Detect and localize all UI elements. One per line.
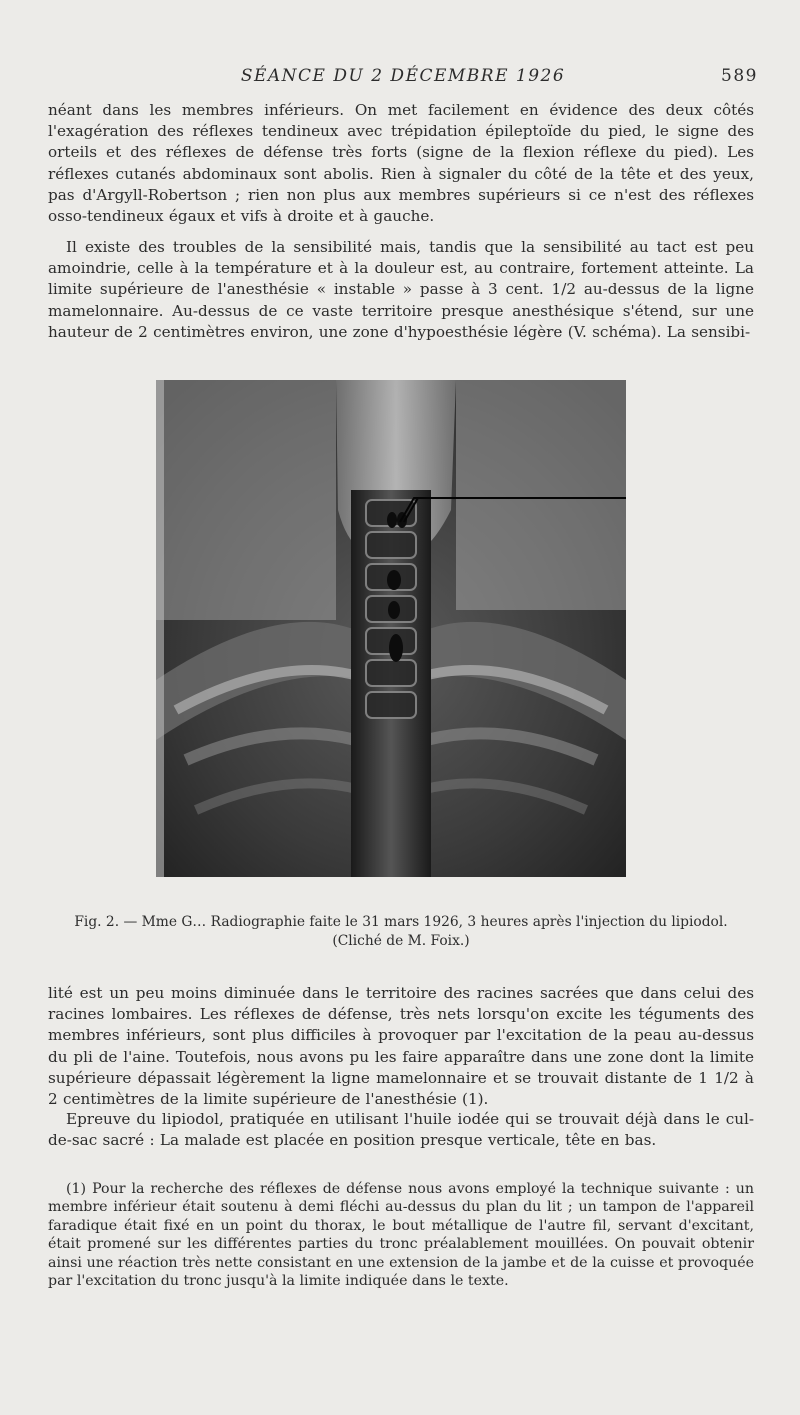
page-number: 589 [721,66,758,86]
header-title: SÉANCE DU 2 DÉCEMBRE 1926 [240,66,566,86]
paragraph-1: néant dans les membres inférieurs. On met facilement en évidence des deux côtés l'exagération des réflexes tendineux avec trépidation épileptoïde du pied, le signe des orteils et des réflexes de défense très forts (signe de la flexion réflexe du pied). Les réflexes cutanés abdominaux sont abolis. Rien à signaler du côté de la tête et des yeux, pas d'Argyll-Robertson ; rien non plus aux membres supérieurs si ce n'est des réflexes osso-tendineux égaux et vifs à droite et à gauche. [48,101,754,226]
radiograph-figure [156,380,626,877]
caption-line-1: Fig. 2. — Mme G… Radiographie faite le 31 mars 1926, 3 heures après l'injection du lipiodol. [74,914,728,930]
caption-line-2: (Cliché de M. Foix.) [332,933,470,949]
running-header [48,66,758,88]
radiograph-image [156,380,626,877]
paragraph-3: lité est un peu moins diminuée dans le territoire des racines sacrées que dans celui des racines lombaires. Les réflexes de défense, très nets lorsqu'on excite les téguments des membres inférieurs, sont plus difficiles à provoquer par l'excitation de la peau au-dessus du pli de l'aine. Toutefois, nous avons pu les faire apparaître dans une zone dont la limite supérieure dépassait légèrement la ligne mamelonnaire et se trouvait distante de 1 1/2 à 2 centimètres de la limite supérieure de l'anesthésie (1). [48,984,754,1109]
paragraph-2: Il existe des troubles de la sensibilité mais, tandis que la sensibilité au tact est peu amoindrie, celle à la température et à la douleur est, au contraire, fortement atteinte. La limite supérieure de l'anesthésie « instable » passe à 3 cent. 1/2 au-dessus de la ligne mamelonnaire. Au-dessus de ce vaste territoire presque anesthésique s'étend, sur une hauteur de 2 centimètres environ, une zone d'hypoesthésie légère (V. schéma). La sensibi- [48,238,754,341]
paragraph-4: Epreuve du lipiodol, pratiquée en utilisant l'huile iodée qui se trouvait déjà dans le cul-de-sac sacré : La malade est placée en position presque verticale, tête en bas. [48,1110,754,1150]
footnote: (1) Pour la recherche des réflexes de défense nous avons employé la technique suivante : un membre inférieur était soutenu à demi fléchi au-dessus du plan du lit ; un tampon de l'appareil faradique était fixé en un point du thorax, le bout métallique de l'autre fil, servant d'excitant, était promené sur les différentes parties du tronc préalablement mouillées. On pouvait obtenir ainsi une réaction très nette consistant en une extension de la jambe et de la cuisse et provoquée par l'excitation du tronc jusqu'à la limite indiquée dans le texte. [48,1181,754,1290]
